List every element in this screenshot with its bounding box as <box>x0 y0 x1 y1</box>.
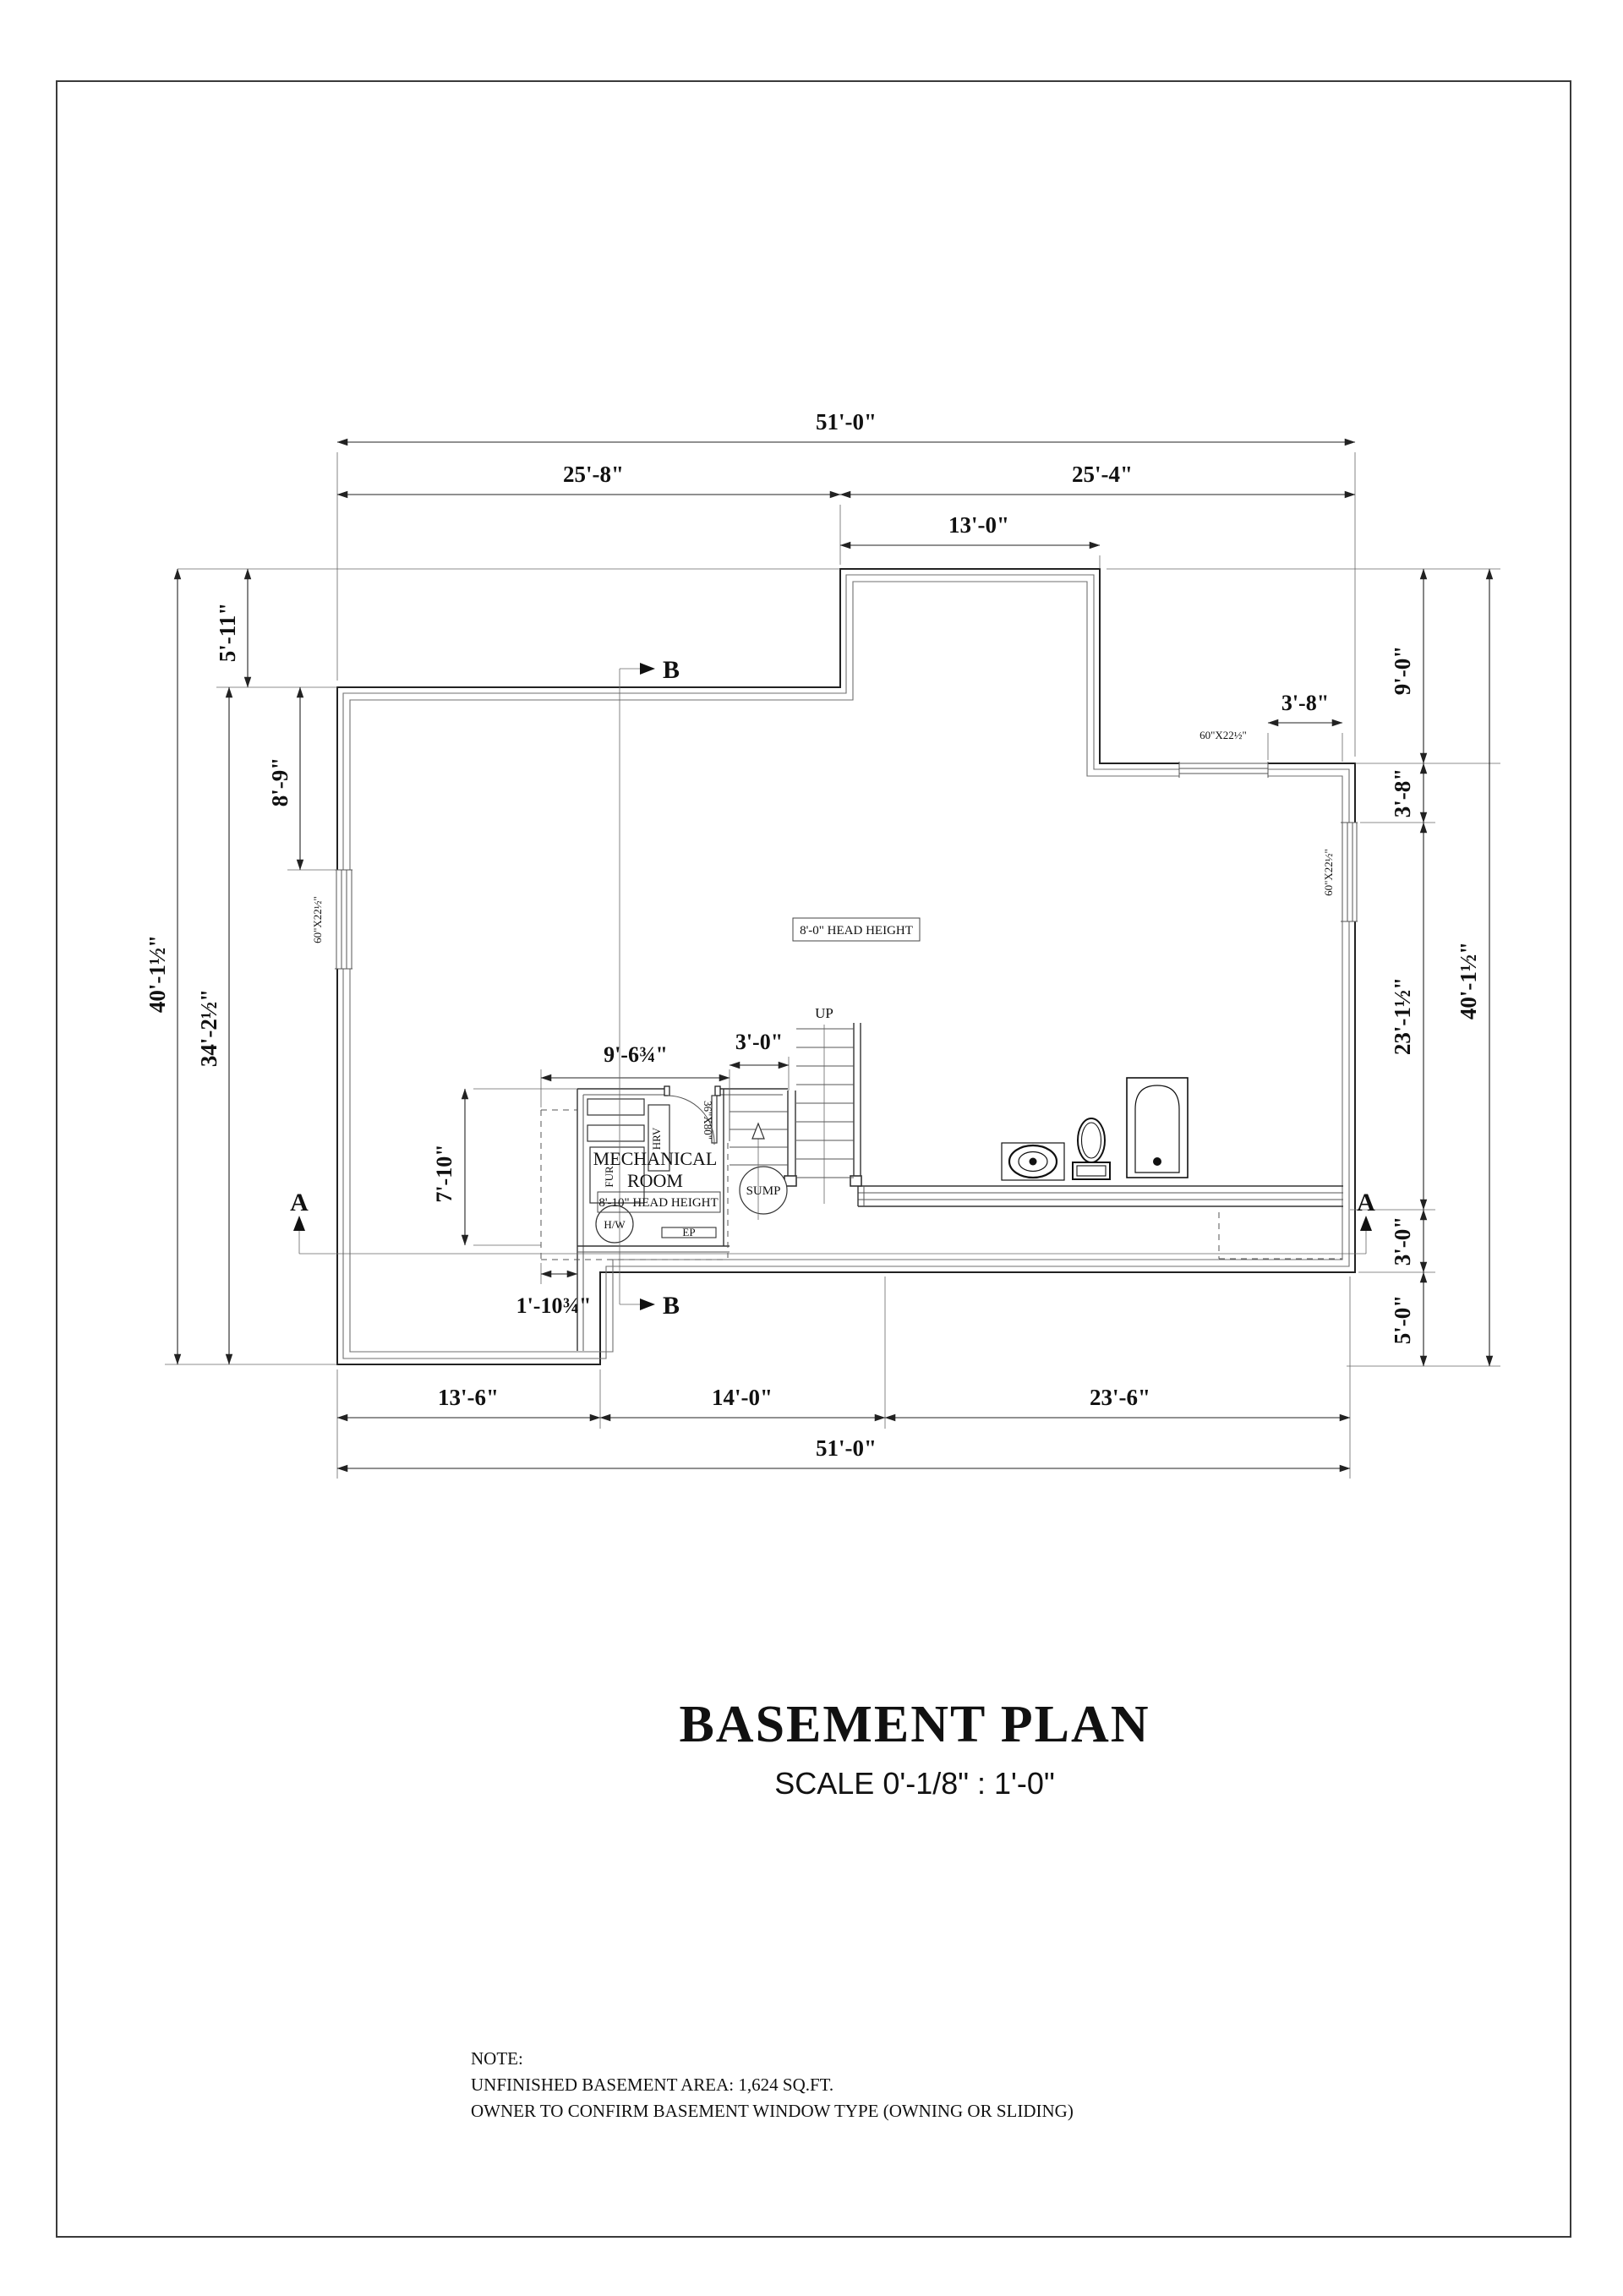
dim-right-step: 3'-8" <box>1281 691 1330 715</box>
section-a-arrow-right <box>1360 1216 1372 1231</box>
sump-arrow <box>752 1123 764 1139</box>
dim-right-outer: 40'-1½" <box>1456 941 1481 1020</box>
dim-left-main: 34'-2½" <box>196 988 221 1068</box>
dim-left-top: 5'-11" <box>215 602 240 663</box>
dim-right-window: 3'-8" <box>1390 768 1415 818</box>
dim-left-outer: 40'-1½" <box>145 934 170 1014</box>
dim-top-inset: 13'-0" <box>948 512 1009 538</box>
window-top-size-label: 60"X22½" <box>1199 729 1247 741</box>
head-height-mech-label: 8'-10" HEAD HEIGHT <box>598 1196 719 1210</box>
tub-drain <box>1153 1157 1161 1166</box>
dim-top-left: 25'-8" <box>563 462 624 487</box>
stair-treads-up-flight <box>796 1029 854 1178</box>
toilet <box>1073 1118 1110 1179</box>
sump-label: SUMP <box>746 1184 781 1198</box>
dim-overall-bottom: 51'-0" <box>816 1435 877 1461</box>
sump-pit <box>740 1123 787 1220</box>
dim-overall-top: 51'-0" <box>816 409 877 435</box>
stairs-up-label: UP <box>815 1005 833 1021</box>
bathtub <box>1127 1078 1188 1178</box>
dim-bottom-right: 23'-6" <box>1090 1385 1150 1410</box>
dim-stair-width: 3'-0" <box>735 1030 784 1054</box>
door-size-label: 36"X80" <box>702 1101 714 1140</box>
note-line-2: OWNER TO CONFIRM BASEMENT WINDOW TYPE (OWNING OR SLIDING) <box>471 2101 1074 2121</box>
window-top <box>1179 762 1268 778</box>
dim-right-bottom: 5'-0" <box>1390 1294 1415 1345</box>
hrv-label: HRV <box>650 1127 663 1151</box>
section-a-label-left: A <box>290 1189 309 1216</box>
dim-bottom-left: 13'-6" <box>438 1385 499 1410</box>
section-b-arrow-bottom <box>640 1298 655 1310</box>
dim-right-main: 23'-1½" <box>1390 976 1415 1056</box>
extension-lines <box>165 452 1500 1479</box>
electrical-panel-label: EP <box>682 1226 696 1238</box>
dim-mech-offset: 1'-10¾" <box>516 1293 592 1318</box>
dimension-lines <box>178 442 1489 1468</box>
section-b-label-bottom: B <box>663 1292 680 1320</box>
section-b-label-top: B <box>663 656 680 684</box>
mech-room-name-2: ROOM <box>626 1170 684 1191</box>
interior-fixture-wall <box>858 1186 1343 1206</box>
title-block <box>679 1696 1150 1801</box>
window-right-size-label: 60"X22½" <box>1322 849 1335 896</box>
window-right <box>1341 823 1358 921</box>
section-a-label-right: A <box>1357 1189 1375 1216</box>
head-height-main-label: 8'-0" HEAD HEIGHT <box>800 924 913 938</box>
dim-top-right: 25'-4" <box>1072 462 1133 487</box>
section-b-arrow-top <box>640 663 655 675</box>
dim-left-window: 8'-9" <box>267 757 292 807</box>
dim-right-lower: 3'-0" <box>1390 1216 1415 1266</box>
dim-mech-depth: 7'-10" <box>432 1144 456 1203</box>
mech-room-name-1: MECHANICAL <box>593 1148 718 1169</box>
window-left-size-label: 60"X22½" <box>311 896 324 943</box>
sink <box>1002 1143 1064 1180</box>
dim-bottom-mid: 14'-0" <box>712 1385 773 1410</box>
hot-water-label: H/W <box>604 1218 626 1231</box>
note-heading: NOTE: <box>471 2048 523 2069</box>
note-line-1: UNFINISHED BASEMENT AREA: 1,624 SQ.FT. <box>471 2075 834 2095</box>
window-left <box>335 870 352 969</box>
drawing-scale: SCALE 0'-1/8" : 1'-0" <box>774 1766 1055 1801</box>
notes-block <box>471 2048 1074 2121</box>
dim-right-top: 9'-0" <box>1390 645 1415 696</box>
bath-fixtures <box>1002 1078 1188 1180</box>
furnace-label: FUR <box>603 1166 615 1188</box>
section-a-arrow-left <box>293 1216 305 1231</box>
dim-mech-width: 9'-6¾" <box>604 1042 668 1067</box>
drawing-title: BASEMENT PLAN <box>679 1696 1150 1753</box>
